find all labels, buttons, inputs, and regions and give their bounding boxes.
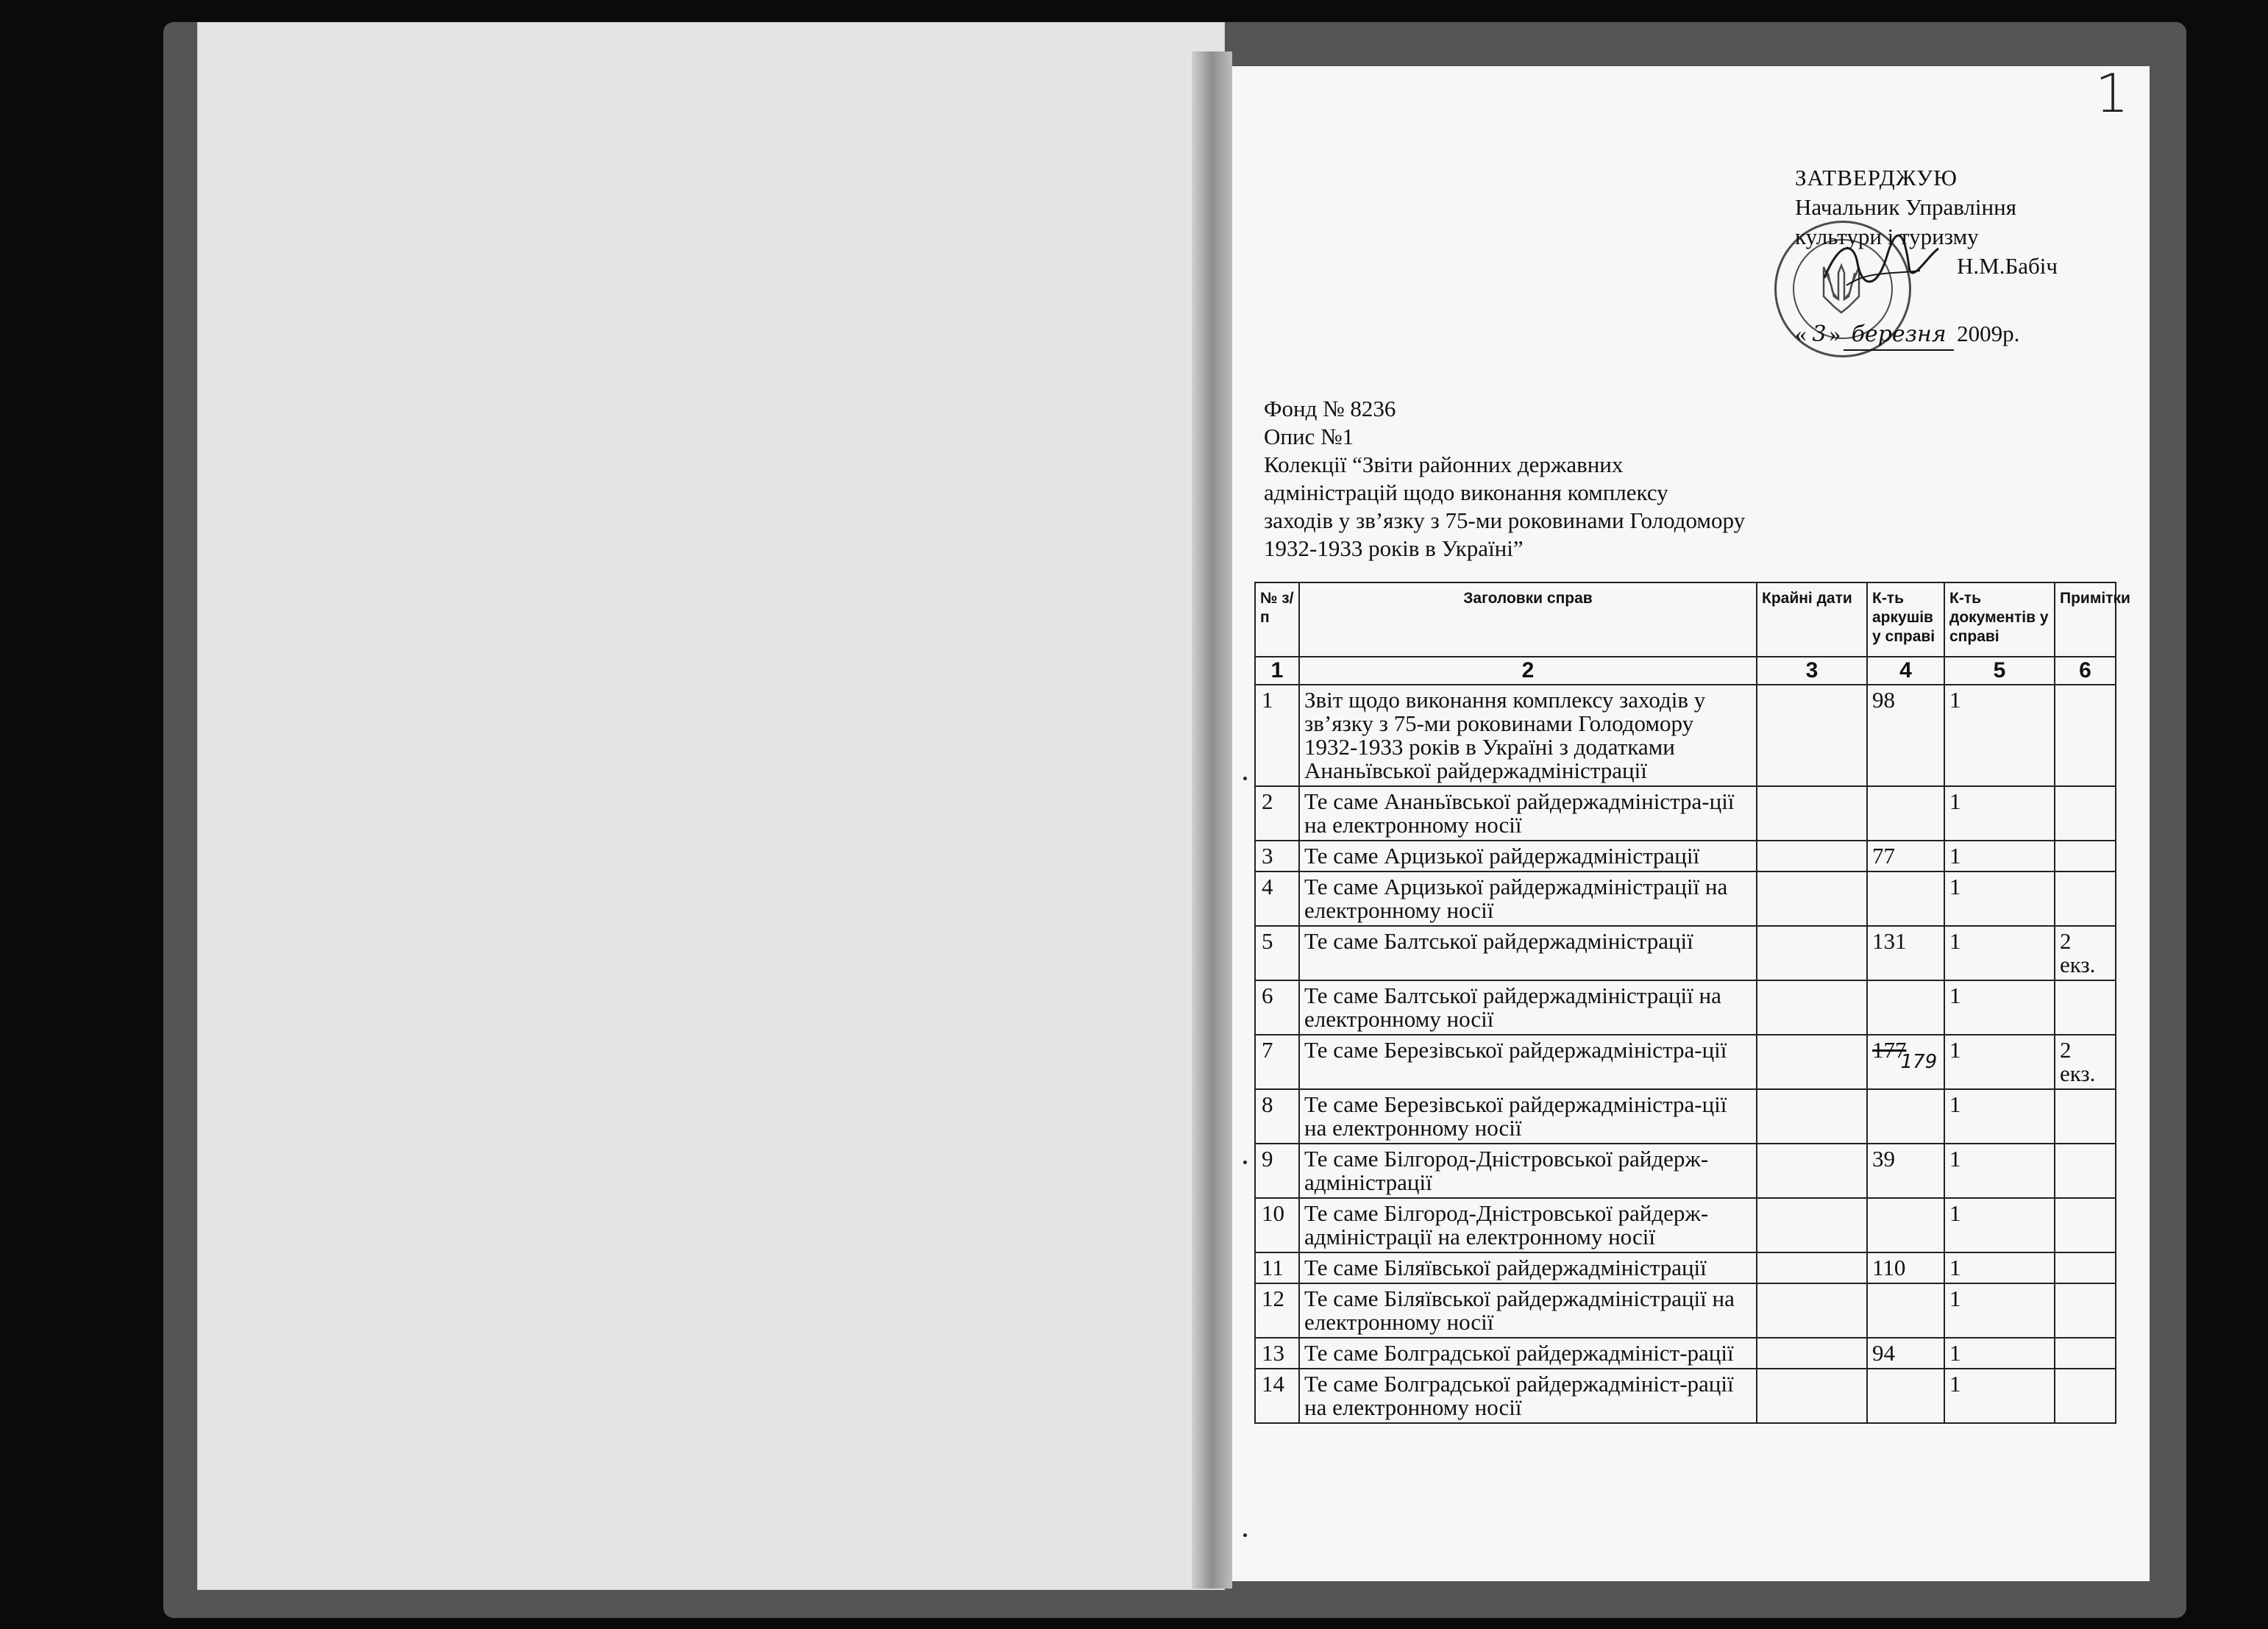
cell-docs: 1	[1944, 1283, 2055, 1338]
cell-docs: 1	[1944, 980, 2055, 1035]
column-number: 3	[1757, 657, 1867, 685]
header-title: Заголовки справ	[1299, 582, 1757, 657]
cell-no: 1	[1255, 685, 1299, 786]
column-number: 5	[1944, 657, 2055, 685]
cell-notes	[2055, 1198, 2116, 1252]
cell-title: Те саме Біляївської райдержадміністрації	[1299, 1252, 1757, 1283]
struck-sheet-count: 177	[1872, 1037, 1907, 1063]
cell-title: Те саме Березівської райдержадміністра-ції	[1299, 1035, 1757, 1089]
header-sheets: К-ть аркушів у справі	[1867, 582, 1944, 657]
approval-date	[1795, 319, 2058, 351]
margin-dot	[1243, 1533, 1247, 1537]
margin-dot	[1243, 1161, 1247, 1164]
cell-dates	[1757, 1198, 1867, 1252]
cell-title: Те саме Болградської райдержадмініст-рації	[1299, 1338, 1757, 1369]
cell-no: 11	[1255, 1252, 1299, 1283]
table-row	[1255, 926, 2116, 980]
date-day: 3	[1812, 321, 1827, 347]
date-month: березня	[1844, 320, 1954, 351]
table-row	[1255, 786, 2116, 841]
header-dates: Крайні дати	[1757, 582, 1867, 657]
cell-no: 2	[1255, 786, 1299, 841]
cell-no: 7	[1255, 1035, 1299, 1089]
cell-no: 3	[1255, 841, 1299, 871]
table-row	[1255, 1035, 2116, 1089]
cell-title: Звіт щодо виконання комплексу заходів у зв’язку з 75-ми роковинами Голодомору 1932-1933 років в Україні з додатками Ананьївської райдержадміністрації	[1299, 685, 1757, 786]
fond-header	[1264, 395, 1745, 563]
table-row	[1255, 1198, 2116, 1252]
cell-sheets	[1867, 1283, 1944, 1338]
cell-no: 12	[1255, 1283, 1299, 1338]
cell-sheets	[1867, 871, 1944, 926]
approval-name: Н.М.Бабіч	[1957, 253, 2058, 279]
cell-notes	[2055, 841, 2116, 871]
cell-docs: 1	[1944, 1035, 2055, 1089]
cell-dates	[1757, 926, 1867, 980]
cell-notes: 2 екз.	[2055, 1035, 2116, 1089]
cell-dates	[1757, 980, 1867, 1035]
cell-dates	[1757, 786, 1867, 841]
cell-docs: 1	[1944, 926, 2055, 980]
cell-no: 10	[1255, 1198, 1299, 1252]
cell-docs: 1	[1944, 871, 2055, 926]
table-row	[1255, 1252, 2116, 1283]
collection-title-4: 1932-1933 років в Україні”	[1264, 535, 1524, 561]
cell-sheets: 94	[1867, 1338, 1944, 1369]
date-close-quote: »	[1829, 321, 1841, 346]
inventory-table	[1254, 582, 2130, 1424]
cell-sheets	[1867, 1089, 1944, 1144]
cell-title: Те саме Арцизької райдержадміністрації на електронному носії	[1299, 871, 1757, 926]
cell-no: 4	[1255, 871, 1299, 926]
cell-no: 13	[1255, 1338, 1299, 1369]
column-number-row	[1255, 657, 2116, 685]
cell-title: Те саме Болградської райдержадмініст-рації на електронному носії	[1299, 1369, 1757, 1423]
cell-title: Те саме Білгород-Дністровської райдерж-адміністрації	[1299, 1144, 1757, 1198]
approval-block	[1795, 163, 2058, 351]
page-number: 1	[2095, 63, 2129, 124]
header-notes: Примітки	[2055, 582, 2116, 657]
column-number: 2	[1299, 657, 1757, 685]
table-row	[1255, 1283, 2116, 1338]
cell-no: 6	[1255, 980, 1299, 1035]
book-spine	[1192, 51, 1232, 1589]
cell-docs: 1	[1944, 841, 2055, 871]
fond-number: Фонд № 8236	[1264, 396, 1396, 421]
cell-sheets	[1867, 1198, 1944, 1252]
cell-dates	[1757, 1035, 1867, 1089]
table-row	[1255, 685, 2116, 786]
collection-title-2: адміністрацій щодо виконання комплексу	[1264, 480, 1668, 505]
approval-position-2: культури і туризму	[1795, 224, 1979, 249]
cell-notes	[2055, 1369, 2116, 1423]
cell-no: 14	[1255, 1369, 1299, 1423]
left-page-blank	[197, 22, 1225, 1590]
cell-notes	[2055, 1089, 2116, 1144]
cell-notes: 2 екз.	[2055, 926, 2116, 980]
cell-no: 9	[1255, 1144, 1299, 1198]
cell-sheets	[1867, 1369, 1944, 1423]
cell-dates	[1757, 1252, 1867, 1283]
cell-notes	[2055, 685, 2116, 786]
cell-title: Те саме Балтської райдержадміністрації	[1299, 926, 1757, 980]
table-row	[1255, 841, 2116, 871]
cell-notes	[2055, 1252, 2116, 1283]
cell-title: Те саме Балтської райдержадміністрації на електронному носії	[1299, 980, 1757, 1035]
cell-title: Те саме Білгород-Дністровської райдерж-адміністрації на електронному носії	[1299, 1198, 1757, 1252]
cell-docs: 1	[1944, 1089, 2055, 1144]
cell-sheets: 110	[1867, 1252, 1944, 1283]
cell-title: Те саме Біляївської райдержадміністрації на електронному носії	[1299, 1283, 1757, 1338]
table-header-row	[1255, 582, 2116, 657]
cell-sheets	[1867, 980, 1944, 1035]
cell-dates	[1757, 1089, 1867, 1144]
cell-notes	[2055, 980, 2116, 1035]
column-number: 6	[2055, 657, 2116, 685]
approval-title: ЗАТВЕРДЖУЮ	[1795, 165, 1958, 190]
table-row	[1255, 1089, 2116, 1144]
opys-number: Опис №1	[1264, 424, 1354, 449]
column-number: 1	[1255, 657, 1299, 685]
cell-notes	[2055, 871, 2116, 926]
cell-sheets	[1867, 786, 1944, 841]
approval-position-1: Начальник Управління	[1795, 194, 2016, 220]
cell-dates	[1757, 1338, 1867, 1369]
cell-title: Те саме Березівської райдержадміністра-ції на електронному носії	[1299, 1089, 1757, 1144]
cell-title: Те саме Ананьївської райдержадміністра-ції на електронному носії	[1299, 786, 1757, 841]
cell-docs: 1	[1944, 1369, 2055, 1423]
cell-docs: 1	[1944, 685, 2055, 786]
table-row	[1255, 1369, 2116, 1423]
cell-notes	[2055, 1283, 2116, 1338]
cell-sheets: 131	[1867, 926, 1944, 980]
cell-docs: 1	[1944, 786, 2055, 841]
margin-dot	[1243, 777, 1247, 780]
collection-title-1: Колекції “Звіти районних державних	[1264, 452, 1624, 477]
cell-dates	[1757, 841, 1867, 871]
cell-title: Те саме Арцизької райдержадміністрації	[1299, 841, 1757, 871]
cell-sheets	[1867, 1035, 1944, 1089]
cell-dates	[1757, 1369, 1867, 1423]
table-row	[1255, 1144, 2116, 1198]
cell-dates	[1757, 685, 1867, 786]
cell-dates	[1757, 1144, 1867, 1198]
cell-notes	[2055, 786, 2116, 841]
table-row	[1255, 1338, 2116, 1369]
handwritten-correction: 179	[1900, 1051, 1938, 1073]
cell-no: 8	[1255, 1089, 1299, 1144]
header-no: № з/п	[1255, 582, 1299, 657]
cell-dates	[1757, 1283, 1867, 1338]
cell-no: 5	[1255, 926, 1299, 980]
header-docs: К-ть документів у справі	[1944, 582, 2055, 657]
cell-docs: 1	[1944, 1252, 2055, 1283]
table-row	[1255, 871, 2116, 926]
table-row	[1255, 980, 2116, 1035]
cell-sheets: 77	[1867, 841, 1944, 871]
column-number: 4	[1867, 657, 1944, 685]
cell-notes	[2055, 1144, 2116, 1198]
date-open-quote: «	[1795, 321, 1807, 346]
cell-docs: 1	[1944, 1144, 2055, 1198]
cell-docs: 1	[1944, 1198, 2055, 1252]
cell-docs: 1	[1944, 1338, 2055, 1369]
cell-dates	[1757, 871, 1867, 926]
date-year: 2009р.	[1957, 321, 2020, 346]
cell-sheets: 98	[1867, 685, 1944, 786]
collection-title-3: заходів у зв’язку з 75-ми роковинами Голодомору	[1264, 507, 1746, 533]
cell-sheets: 39	[1867, 1144, 1944, 1198]
cell-notes	[2055, 1338, 2116, 1369]
